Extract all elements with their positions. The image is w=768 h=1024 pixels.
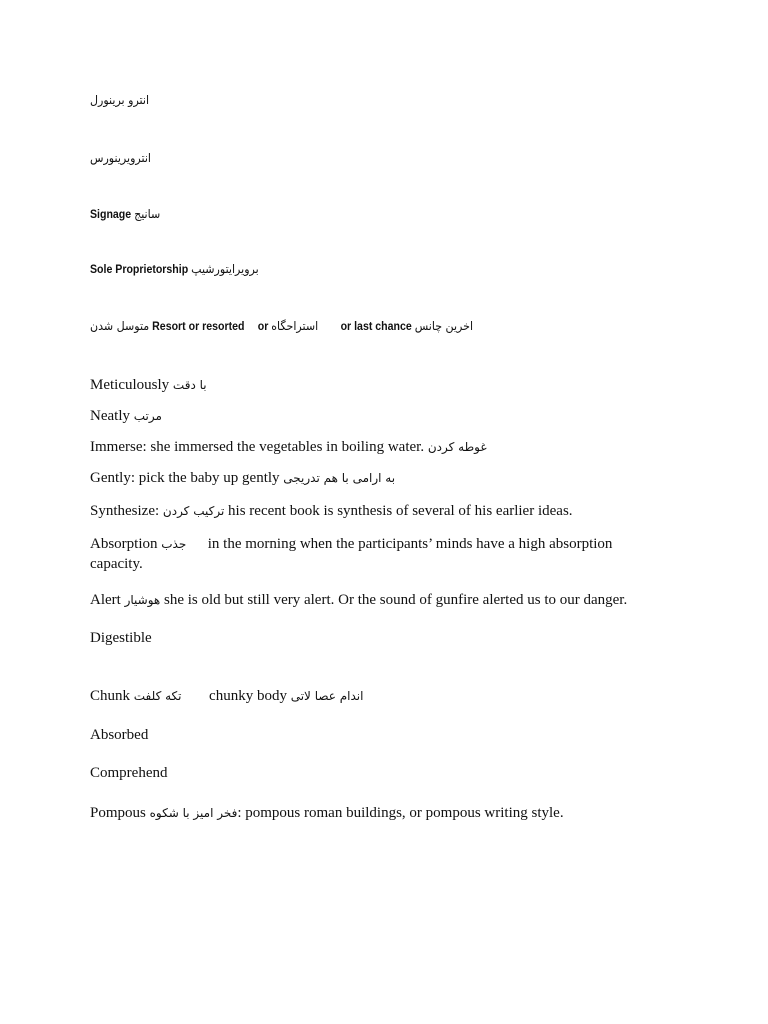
persian-text: تکه کلفت bbox=[133, 689, 182, 703]
english-term: Meticulously bbox=[90, 377, 170, 393]
vocab-meticulously bbox=[90, 377, 207, 394]
vocab-absorbed bbox=[90, 727, 148, 744]
persian-text: متوسل شدن bbox=[90, 319, 150, 333]
persian-text: با دقت bbox=[172, 378, 207, 392]
english-term: Absorption bbox=[90, 536, 158, 552]
note-line-resort bbox=[90, 319, 473, 333]
vocab-absorption bbox=[90, 534, 660, 574]
vocab-alert bbox=[90, 592, 627, 609]
english-term: or last chance bbox=[340, 321, 412, 333]
english-term: Signage bbox=[90, 209, 132, 221]
english-term: Pompous bbox=[90, 805, 146, 821]
note-line-2 bbox=[90, 151, 151, 165]
note-line-signage bbox=[90, 207, 160, 221]
english-sentence: Immerse: she immersed the vegetables in boiling water. bbox=[90, 439, 425, 455]
persian-text: هوشیار bbox=[124, 593, 161, 607]
english-term: Chunk bbox=[90, 688, 131, 704]
vocab-immerse bbox=[90, 439, 487, 456]
english-term: Absorbed bbox=[90, 727, 149, 743]
english-term: Comprehend bbox=[90, 765, 168, 781]
english-term: Alert bbox=[90, 592, 121, 608]
persian-text: غوطه کردن bbox=[427, 440, 487, 454]
english-term: Resort or resorted bbox=[152, 321, 245, 333]
persian-text: انترویرینورس bbox=[90, 151, 151, 165]
english-sentence: Gently: pick the baby up gently bbox=[90, 470, 280, 486]
english-term: Neatly bbox=[90, 408, 130, 424]
persian-text: انترو برینورل bbox=[90, 93, 150, 107]
persian-text: فخر امیز با شکوه bbox=[149, 806, 238, 820]
english-term: Sole Proprietorship bbox=[90, 264, 189, 276]
persian-text: مرتب bbox=[133, 409, 162, 423]
persian-text: جذب bbox=[161, 537, 187, 551]
vocab-pompous bbox=[90, 805, 564, 822]
persian-text: ترکیب کردن bbox=[162, 504, 225, 518]
connector-text: or bbox=[257, 321, 269, 333]
persian-text: استراحگاه bbox=[271, 319, 319, 333]
english-sentence: his recent book is synthesis of several of his earlier ideas. bbox=[228, 503, 573, 519]
vocab-digestible bbox=[90, 630, 152, 647]
note-line-1 bbox=[90, 93, 149, 107]
persian-text: برویرایتورشیپ bbox=[191, 262, 259, 276]
note-line-proprietorship bbox=[90, 262, 259, 276]
vocab-chunk bbox=[90, 688, 363, 705]
english-sentence: in the morning when the participants’ minds have a high absorption capacity. bbox=[90, 536, 613, 572]
vocab-gently bbox=[90, 470, 395, 487]
persian-text: به ارامی با هم تدریجی bbox=[283, 471, 396, 485]
english-term: Synthesize: bbox=[90, 503, 160, 519]
vocab-neatly bbox=[90, 408, 162, 425]
persian-text: سانیج bbox=[134, 207, 161, 221]
english-sentence: she is old but still very alert. Or the sound of gunfire alerted us to our danger. bbox=[163, 592, 628, 608]
english-term: chunky body bbox=[209, 688, 287, 704]
persian-text: اندام عصا لاتی bbox=[290, 689, 364, 703]
english-sentence: : pompous roman buildings, or pompous writing style. bbox=[237, 805, 564, 821]
vocab-comprehend bbox=[90, 765, 167, 782]
english-term: Digestible bbox=[90, 630, 152, 646]
persian-text: اخرین چانس bbox=[414, 319, 474, 333]
vocab-synthesize bbox=[90, 503, 573, 520]
